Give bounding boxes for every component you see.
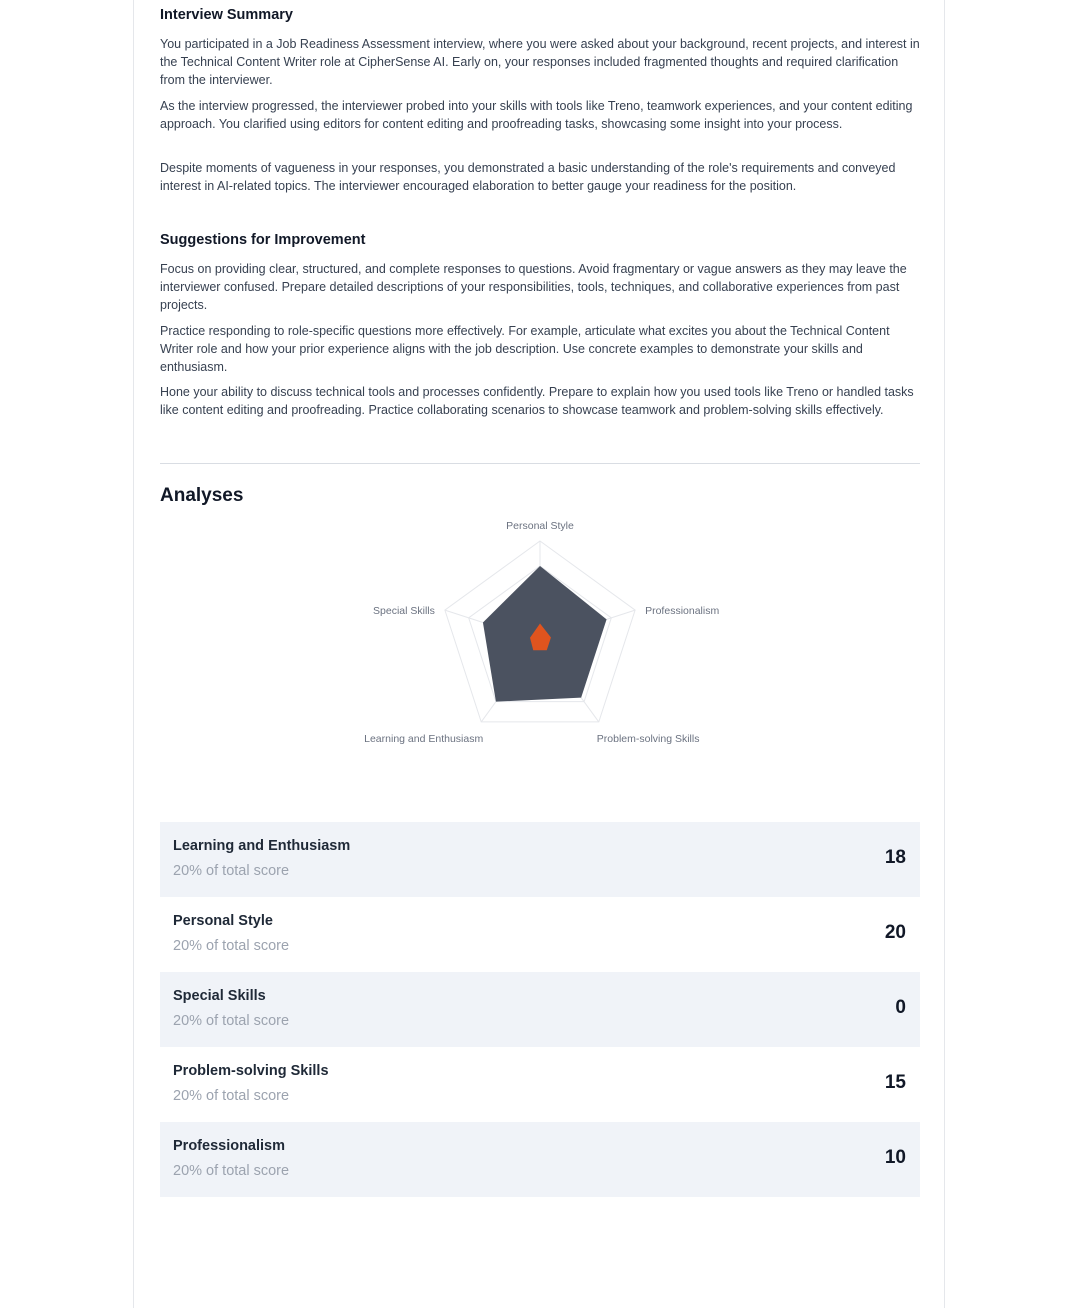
radar-series [483,566,607,702]
summary-paragraph-3: Despite moments of vagueness in your responses, you demonstrated a basic understanding of the role's requirements and conveyed interest in AI-related topics. The interviewer encouraged elaboration to better gauge your readiness for the position. [160,161,896,193]
score-row [160,822,920,897]
radar-chart [160,515,920,755]
summary-paragraph-1: You participated in a Job Readiness Assessment interview, where you were asked about your background, recent projects, and interest in the Technical Content Writer role at CipherSense AI. Early on, your responses included fragmented thoughts and required clarification from the interviewer. [160,37,920,87]
suggestion-paragraph-3: Hone your ability to discuss technical tools and processes confidently. Prepare to explain how you used tools like Treno or handled tasks like content editing and proofreading. Practice collaborating scenarios to showcase teamwork and problem-solving skills effectively. [160,385,914,417]
score-row [160,972,920,1047]
radar-axis-label-learning: Learning and Enthusiasm [364,732,484,745]
score-label: Learning and Enthusiasm [173,838,351,854]
score-weight: 20% of total score [173,1013,290,1029]
report-panel [133,0,945,1308]
score-label: Problem-solving Skills [173,1063,329,1079]
score-value: 15 [884,1072,906,1093]
score-row [160,1122,920,1197]
score-label: Professionalism [173,1138,286,1154]
score-value: 18 [884,847,906,868]
score-value: 20 [884,922,906,943]
score-list [160,822,920,1197]
score-value: 10 [884,1147,906,1168]
score-weight: 20% of total score [173,863,290,879]
summary-paragraph-2: As the interview progressed, the interviewer probed into your skills with tools like Treno, teamwork experiences, and your content editing approach. You clarified using editors for content editing and proofreading tasks, showcasing some insight into your process. [160,99,913,131]
suggestions-title: Suggestions for Improvement [160,232,366,248]
suggestion-paragraph-1: Focus on providing clear, structured, and complete responses to questions. Avoid fragmentary or vague answers as they may leave the interviewer confused. Prepare detailed descriptions of your responsibilities, tools, techniques, and collaborative experiences from past projects. [160,262,907,312]
score-row [160,897,920,972]
suggestion-paragraph-2: Practice responding to role-specific questions more effectively. For example, articulate what excites you about the Technical Content Writer role and how your prior experience aligns with the job description. Use concrete examples to demonstrate your skills and enthusiasm. [160,324,890,374]
radar-axis-label-personal-style: Personal Style [506,520,574,532]
section-divider [160,463,920,464]
score-row [160,1047,920,1122]
score-weight: 20% of total score [173,1163,290,1179]
score-weight: 20% of total score [173,1088,290,1104]
analyses-title: Analyses [160,485,244,506]
score-value: 0 [895,997,906,1018]
radar-axis-label-special-skills: Special Skills [373,605,435,618]
interview-summary-title: Interview Summary [160,7,293,23]
score-weight: 20% of total score [173,938,290,954]
radar-axis-label-problem-solving: Problem-solving Skills [596,732,700,745]
radar-axis-label-professionalism: Professionalism [645,605,720,618]
score-label: Personal Style [173,913,273,929]
score-label: Special Skills [173,988,266,1004]
